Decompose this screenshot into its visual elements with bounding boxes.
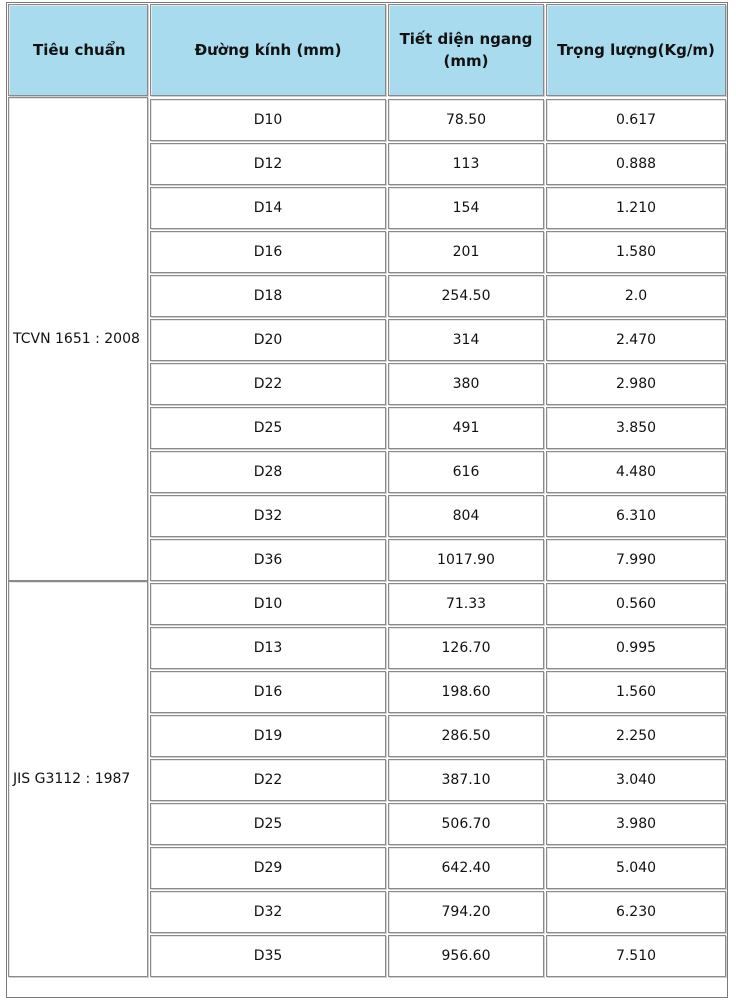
weight-cell: 2.250 (546, 715, 726, 757)
diameter-cell: D32 (150, 495, 386, 537)
header-cross-section: Tiết diện ngang (mm) (388, 4, 544, 96)
cross-section-cell: 154 (388, 187, 544, 229)
cross-section-cell: 956.60 (388, 935, 544, 977)
weight-cell: 2.0 (546, 275, 726, 317)
weight-cell: 0.617 (546, 99, 726, 141)
weight-cell: 6.230 (546, 891, 726, 933)
header-standard: Tiêu chuẩn (8, 4, 148, 96)
weight-cell: 3.850 (546, 407, 726, 449)
cross-section-cell: 286.50 (388, 715, 544, 757)
cross-section-cell: 314 (388, 319, 544, 361)
diameter-cell: D19 (150, 715, 386, 757)
cross-section-cell: 254.50 (388, 275, 544, 317)
weight-cell: 7.990 (546, 539, 726, 581)
diameter-cell: D16 (150, 231, 386, 273)
weight-cell: 1.560 (546, 671, 726, 713)
weight-cell: 3.980 (546, 803, 726, 845)
diameter-cell: D10 (150, 99, 386, 141)
diameter-cell: D13 (150, 627, 386, 669)
diameter-cell: D16 (150, 671, 386, 713)
weight-cell: 1.580 (546, 231, 726, 273)
standard-cell: TCVN 1651 : 2008 (8, 97, 148, 581)
weight-cell: 7.510 (546, 935, 726, 977)
diameter-cell: D32 (150, 891, 386, 933)
diameter-cell: D20 (150, 319, 386, 361)
diameter-cell: D14 (150, 187, 386, 229)
cross-section-cell: 387.10 (388, 759, 544, 801)
cross-section-cell: 78.50 (388, 99, 544, 141)
cross-section-cell: 804 (388, 495, 544, 537)
cross-section-cell: 113 (388, 143, 544, 185)
header-weight: Trọng lượng(Kg/m) (546, 4, 726, 96)
cross-section-cell: 1017.90 (388, 539, 544, 581)
diameter-cell: D25 (150, 803, 386, 845)
standard-cell: JIS G3112 : 1987 (8, 581, 148, 977)
cross-section-cell: 616 (388, 451, 544, 493)
cross-section-cell: 201 (388, 231, 544, 273)
diameter-cell: D18 (150, 275, 386, 317)
cross-section-cell: 198.60 (388, 671, 544, 713)
diameter-cell: D35 (150, 935, 386, 977)
cross-section-cell: 506.70 (388, 803, 544, 845)
weight-cell: 6.310 (546, 495, 726, 537)
cross-section-cell: 491 (388, 407, 544, 449)
diameter-cell: D22 (150, 759, 386, 801)
cross-section-cell: 126.70 (388, 627, 544, 669)
weight-cell: 0.995 (546, 627, 726, 669)
cross-section-cell: 380 (388, 363, 544, 405)
diameter-cell: D12 (150, 143, 386, 185)
diameter-cell: D10 (150, 583, 386, 625)
cross-section-cell: 71.33 (388, 583, 544, 625)
cross-section-cell: 794.20 (388, 891, 544, 933)
weight-cell: 3.040 (546, 759, 726, 801)
diameter-cell: D29 (150, 847, 386, 889)
weight-cell: 1.210 (546, 187, 726, 229)
diameter-cell: D25 (150, 407, 386, 449)
weight-cell: 2.980 (546, 363, 726, 405)
weight-cell: 0.888 (546, 143, 726, 185)
weight-cell: 5.040 (546, 847, 726, 889)
weight-cell: 0.560 (546, 583, 726, 625)
header-diameter: Đường kính (mm) (150, 4, 386, 96)
cross-section-cell: 642.40 (388, 847, 544, 889)
weight-cell: 2.470 (546, 319, 726, 361)
weight-cell: 4.480 (546, 451, 726, 493)
diameter-cell: D36 (150, 539, 386, 581)
diameter-cell: D22 (150, 363, 386, 405)
diameter-cell: D28 (150, 451, 386, 493)
